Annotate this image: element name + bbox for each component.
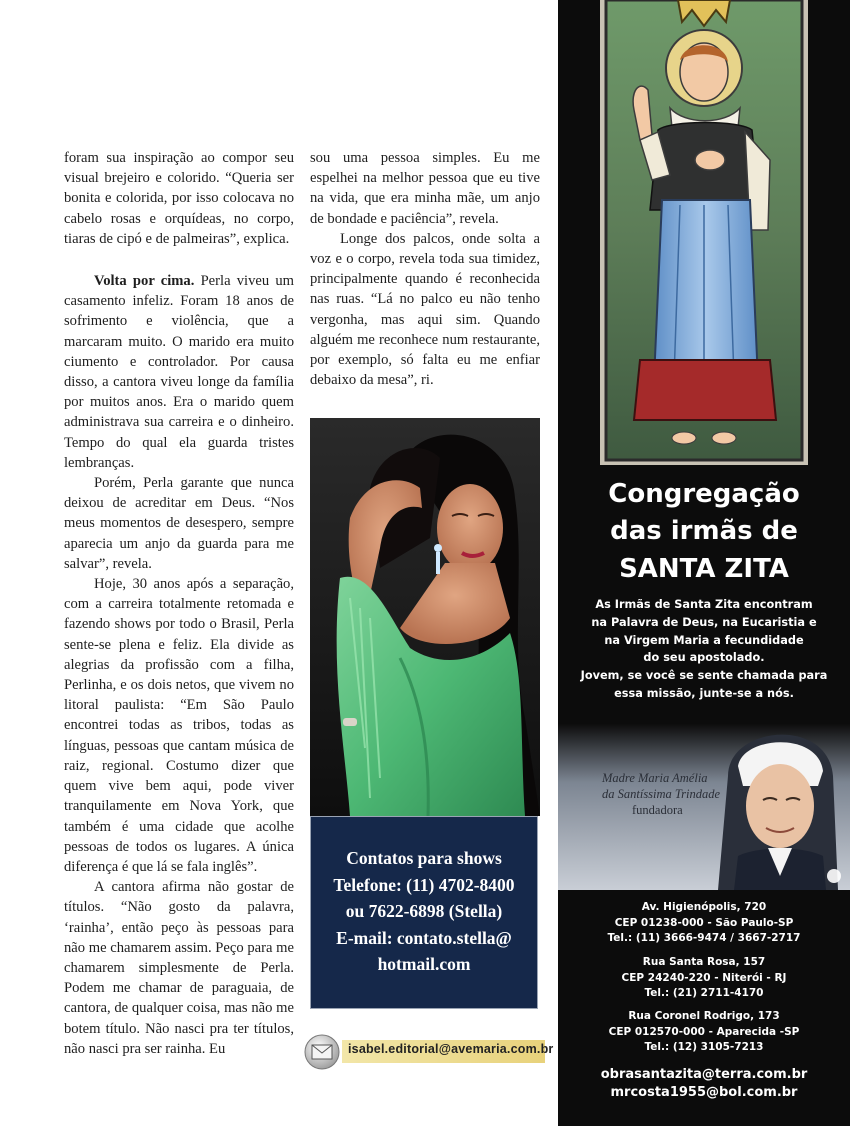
contact-email-domain: hotmail.com xyxy=(377,954,471,974)
founder-role: fundadora xyxy=(632,803,683,817)
address-line: Rua Coronel Rodrigo, 173 xyxy=(628,1010,780,1022)
address-line: CEP 01238-000 - São Paulo-SP xyxy=(614,916,794,929)
founder-name-cont: da Santíssima Trindade xyxy=(602,787,721,801)
article-paragraph: Hoje, 30 anos após a separação, com a carreira totalmente retomada e fazendo shows por todo o Brasil, Perla sente-se plena e feliz. Ela divide as alegrias da profissão com a filha, Perlinha, e os dois netos, que vivem no litoral paulista: “Em São Paulo encontrei todas as tribos, todas as línguas, pessoas que cantam música de raiz, regional. Costumo dizer que quem vive bem aqui, pode viver tranquilamente em Nova York, que também é uma cidade que acolhe pessoas de todos os lugares. A única diferença é que lá se fala inglês”. xyxy=(64,576,294,875)
ad-email[interactable]: mrcosta1955@bol.com.br xyxy=(610,1085,798,1100)
founder-caption xyxy=(602,770,720,818)
article-paragraph-text: Perla viveu um casamento infeliz. Foram 18 anos de sofrimento e violência, que a marcaram muito. O marido era muito ciumento e controlador. Por causa disso, a cantora viveu longe da família por muitos anos. Era o marido quem administrava sua carreira e o dinheiro. Tempo do qual ela guarda tristes lembranças. xyxy=(64,273,295,471)
address-line: CEP 012570-000 - Aparecida -SP xyxy=(608,1025,800,1038)
address-line: CEP 24240-220 - Niterói - RJ xyxy=(621,971,787,984)
article-paragraph: Porém, Perla garante que nunca deixou de acreditar em Deus. “Nos meus momentos de desespero, sempre aparecia um anjo da guarda para me salvar”, revela. xyxy=(64,475,294,572)
ad-description-line: na Palavra de Deus, na Eucaristia e xyxy=(591,615,817,629)
contact-email: E-mail: contato.stella@ xyxy=(336,927,512,948)
advertisement-santa-zita xyxy=(558,0,850,1126)
ad-description xyxy=(578,596,830,703)
stained-glass-image xyxy=(600,0,808,465)
article-column-2 xyxy=(310,148,540,390)
article-paragraph: A cantora afirma não gostar de títulos. “Não gosto da palavra, ‘rainha’, então peço às pessoas para não me chamarem assim. Peço para me chamarem simplesmente de Perla. Podem me chamar de paraguaia, de cantora, de qualquer coisa, mas não me botem título. Não nasci pra ter títulos, não nasci pra ser rainha. Eu xyxy=(64,879,294,1057)
address-line: Av. Higienópolis, 720 xyxy=(641,901,767,913)
contact-box xyxy=(310,816,538,1009)
ad-description-line: Jovem, se você se sente chamada para xyxy=(580,669,828,683)
address-line: Tel.: (12) 3105-7213 xyxy=(644,1041,764,1053)
article-paragraph: foram sua inspiração ao compor seu visual brejeiro e colorido. “Queria ser bonita e colorida, por isso colocava no cabelo rosas e orquídeas, no corpo, tiaras de cipó e de palmeiras”, explica. xyxy=(64,150,294,247)
article-paragraph: sou uma pessoa simples. Eu me espelhei na melhor pessoa que eu tive na vida, que era minha mãe, um anjo de bondade e paciência”, revela. xyxy=(310,150,540,227)
ad-description-line: essa missão, junte-se a nós. xyxy=(614,686,794,700)
ad-title-line2: das irmãs de xyxy=(610,516,798,546)
ad-description-line: do seu apostolado. xyxy=(643,651,765,665)
article-paragraph: Longe dos palcos, onde solta a voz e o corpo, revela toda sua timidez, principalmente quando é reconhecida nas ruas. “Lá no palco eu não tenho vergonha, mas aqui sim. Quando alguém me reconhece num restaurante, por exemplo, só falta eu me enfiar debaixo da mesa”, ri. xyxy=(310,230,540,389)
envelope-icon xyxy=(304,1034,340,1070)
founder-name: Madre Maria Amélia xyxy=(602,771,708,785)
ad-title-line3: SANTA ZITA xyxy=(619,554,789,584)
section-subhead: Volta por cima. xyxy=(94,273,195,290)
ad-description-line: na Virgem Maria a fecundidade xyxy=(604,633,804,647)
address-line: Rua Santa Rosa, 157 xyxy=(642,956,766,968)
ad-title-line1: Congregação xyxy=(608,479,800,509)
address-line: Tel.: (11) 3666-9474 / 3667-2717 xyxy=(607,932,801,944)
address-block-aparecida xyxy=(558,1009,850,1056)
article-paragraph-subhead xyxy=(64,271,294,473)
singer-photo xyxy=(310,418,540,816)
article-column-1 xyxy=(64,148,294,1059)
ad-emails xyxy=(558,1066,850,1102)
address-block-sao-paulo xyxy=(558,900,850,947)
author-email[interactable]: isabel.editorial@avemaria.com.br xyxy=(348,1042,554,1056)
ad-description-line: As Irmãs de Santa Zita encontram xyxy=(595,598,813,611)
ad-email[interactable]: obrasantazita@terra.com.br xyxy=(600,1067,808,1082)
address-line: Tel.: (21) 2711-4170 xyxy=(644,987,764,999)
founder-portrait xyxy=(708,716,850,890)
address-block-niteroi xyxy=(558,955,850,1002)
contact-phone-alt: ou 7622-6898 (Stella) xyxy=(345,901,503,921)
contact-phone: Telefone: (11) 4702-8400 xyxy=(333,874,515,895)
contact-heading: Contatos para shows xyxy=(346,848,502,868)
